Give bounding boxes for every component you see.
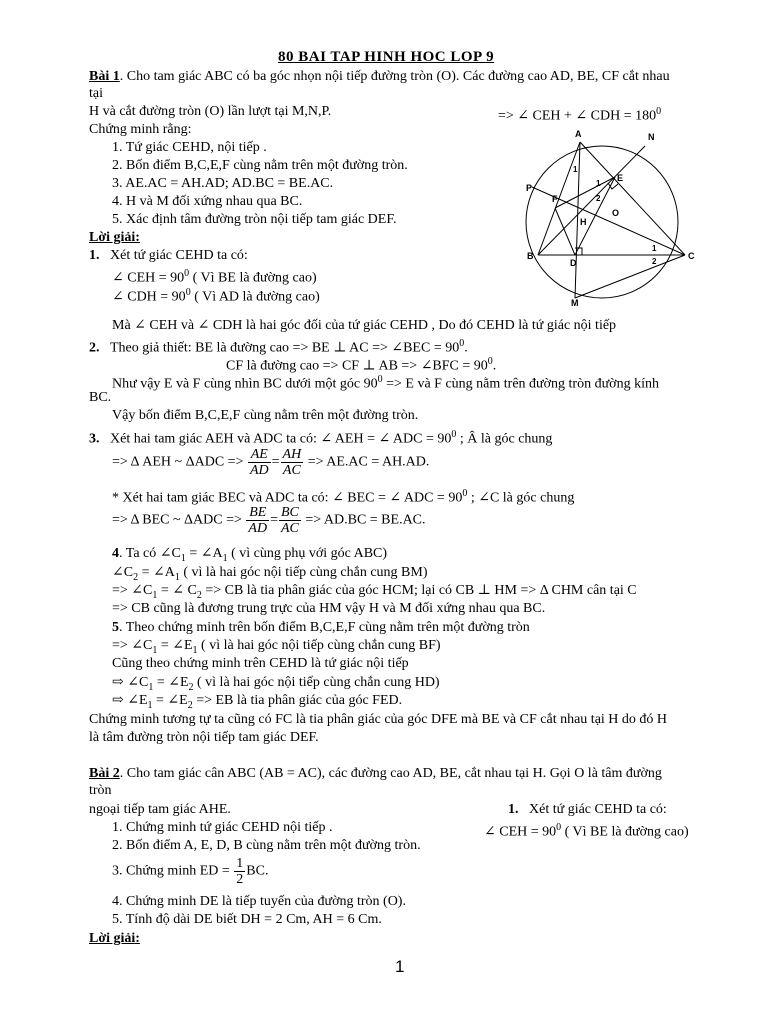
frac-num: BC [280,505,299,520]
label-a: A [575,129,582,139]
frac-den: AD [248,521,268,536]
label-angle-e1: 1 [596,179,601,188]
sol3-b-tail: => AE.AC = AH.AD. [304,454,430,470]
fraction [234,856,245,887]
segment-de [575,177,615,255]
sol1-c: Mà ∠ CEH và ∠ CDH là hai góc đối của tứ giác CEHD , Do đó CEHD là tứ giác nội tiếp [112,318,617,333]
bai2-item-5: 5. Tính độ dài DE biết DH = 2 Cm, AH = 6 Cm. [112,912,382,927]
bai2-item3-tail: BC. [246,863,269,879]
sol5-f: Chứng minh tương tự ta cũng có FC là tia phân giác của góc DFE mà BE và CF cắt nhau tại H do đó H [89,712,668,727]
sol1-head [89,247,248,264]
frac-num: AE [248,447,271,463]
page-number: 1 [395,957,405,976]
sol4-c-text: => ∠C [112,583,153,598]
degree-sup: 0 [462,488,468,499]
sol4-number: 4 [112,546,119,561]
bai1-side-note [498,103,661,125]
bai2-intro2: ngoại tiếp tam giác AHE. [89,802,231,817]
degree-sup: 0 [377,374,383,385]
subscript: 1 [180,552,186,564]
sol4-c-eq: = ∠ C [157,583,197,598]
subscript: 1 [152,589,158,601]
sol3-a-tail: ; Â là góc chung [456,431,553,447]
sol2-c-tail: => E và F cùng nằm trên đường tròn đường kính [382,376,659,392]
bai2-item3-text: 3. Chứng minh ED = [112,863,230,879]
segment-mc [575,255,685,298]
degree-sup: 0 [487,356,493,367]
sol1-a-reason: ( Vì BE là đường cao) [189,270,317,286]
bai2-side-2 [484,819,689,841]
geometry-figure [520,128,715,308]
degree-sup: 0 [656,106,662,117]
label-b: B [527,251,534,261]
degree-sup: 0 [185,287,191,298]
sol1-number: 1. [89,248,100,263]
subscript: 2 [188,681,194,693]
label-h: H [580,217,587,227]
sol5-b-text: => ∠C [112,638,153,653]
sol5-e-eq: = ∠E [152,693,188,708]
frac-num: AH [282,447,302,462]
sol3-c-text: * Xét hai tam giác BEC và ADC ta có: ∠ BEC = ∠ ADC = 90 [112,490,463,506]
degree-sup: 0 [556,822,562,833]
label-d: D [570,258,577,268]
bai2-side-number: 1. [508,802,519,817]
sol2-a-text: Theo giả thiết: BE là đường cao => BE ⊥ AC => ∠BEC = 90 [110,340,460,356]
bai1-item-3: 3. AE.AC = AH.AD; AD.BC = BE.AC. [112,176,334,191]
sol2-d: BC. [89,390,112,405]
bai2-side2-text: ∠ CEH = 90 [484,824,557,840]
sol2-a: 2. Theo giả thiết: BE là đường cao => BE ⊥ AC => ∠BEC = $90^0$. [89,338,468,356]
fraction [246,505,269,536]
sol3-a-text: Xét hai tam giác AEH và ADC ta có: ∠ AEH = ∠ ADC = 90 [110,431,452,447]
bai2-side-1 [508,801,667,818]
sol5-number: 5 [112,620,119,635]
bai2-item-4: 4. Chứng minh DE là tiếp tuyến của đường tròn (O). [112,894,406,909]
bai2-label: Bài 2 [89,766,120,781]
sol5-e-tail: => EB là tia phân giác của góc FED. [192,693,403,708]
degree-sup: 0 [451,429,457,440]
bai2-solution-label: Lời giải: [89,931,140,946]
subscript: 1 [148,681,154,693]
fraction [281,447,304,478]
sol2-c [112,371,659,393]
sol4-a-text: . Ta có ∠C [119,546,181,561]
frac-den: AC [282,463,301,478]
subscript: 2 [187,699,193,711]
segment-fd [555,208,575,255]
subscript: 1 [147,699,153,711]
sol4-b-eq: = ∠A [138,565,175,580]
fraction [279,505,301,536]
label-angle-e2: 2 [596,194,601,203]
sol3-b: => Δ AEH ~ ΔADC => $\frac{AE}{AD}$ = $\frac{AH}{AC}$ => AE.AC = AH.AD. [112,447,430,478]
sol4-d: => CB cũng là đương trung trực của HM vậy H và M đối xứng nhau qua BC. [112,601,546,616]
sol5-b-reason: ( vì là hai góc nội tiếp cùng chắn cung BF) [197,638,441,653]
label-e: E [617,173,624,183]
bai1-intro [89,68,670,85]
degree-sup: 0 [459,338,465,349]
bai2-item-2: 2. Bốn điểm A, E, D, B cùng nằm trên một đường tròn. [112,838,421,853]
subscript: 2 [196,589,202,601]
label-angle-c2: 2 [652,257,657,266]
bai1-label: Bài 1 [89,69,120,84]
label-c: C [688,251,695,261]
bai2-side-text: Xét tứ giác CEHD ta có: [529,802,667,817]
sol2-c-text: Như vậy E và F cùng nhìn BC dưới một góc 90 [112,376,378,392]
sol2-number: 2. [89,340,100,356]
sol3-d-tail: => AD.BC = BE.AC. [301,512,426,528]
frac-den: AC [280,521,299,536]
label-f: F [552,194,558,204]
label-m: M [571,298,579,308]
label-o: O [612,208,620,218]
sol1-b-reason: ( Vì AD là đường cao) [190,289,320,305]
label-angle-c1: 1 [652,244,657,253]
sol4-b-reason: ( vì là hai góc nội tiếp cùng chắn cung BM) [179,565,428,580]
sol5-d-eq: = ∠E [153,675,189,690]
sol4-a-reason: ( vì cùng phụ với góc ABC) [227,546,388,561]
bai1-intro-cont: tại [89,86,103,101]
sol5-g: là tâm đường tròn nội tiếp tam giác DEF. [89,730,319,745]
frac-num: 1 [236,856,244,871]
subscript: 1 [192,644,198,656]
bai2-item-3 [112,856,268,887]
bai2-side2-reason: ( Vì BE là đường cao) [561,824,689,840]
frac-den: AD [249,463,269,478]
subscript: 1 [222,552,228,564]
fraction [248,447,271,478]
bai2-intro-cont: tròn [89,783,112,798]
sol5-d-text: ⇨ ∠C [112,675,149,690]
sol2-b: CF là đường cao => CF ⊥ AB => ∠BFC = $90^0$. [226,356,497,374]
bai1-item-2: 2. Bốn điểm B,C,E,F cùng nằm trên một đường tròn. [112,158,408,173]
sol5-b-eq: = ∠E [157,638,193,653]
document-title: 80 BAI TAP HINH HOC LOP 9 [278,49,495,65]
sol5-a-text: . Theo chứng minh trên bốn điểm B,C,E,F cùng nằm trên một đường tròn [119,620,530,635]
sol1-a-text: ∠ CEH = 90 [112,270,185,286]
bai2-intro-text: . Cho tam giác cân ABC (AB = AC), các đường cao AD, BE, cắt nhau tại H. Gọi O là tâm đường [119,766,662,781]
sol3-a [89,426,552,448]
sol3-number: 3. [89,431,100,447]
segment-fe [555,177,615,208]
bai1-intro2: H và cắt đường tròn (O) lần lượt tại M,N,P. [89,104,332,119]
sol2-e: Vậy bốn điểm B,C,E,F cùng nằm trên một đường tròn. [112,408,419,423]
bai1-item-5: 5. Xác định tâm đường tròn nội tiếp tam giác DEF. [112,212,397,227]
sol3-c-tail: ; ∠C là góc chung [467,490,575,506]
sol4-b-text: ∠C [112,565,134,580]
sol5-c: Cũng theo chứng minh trên CEHD là tứ giác nội tiếp [112,656,409,671]
bai1-item-4: 4. H và M đối xứng nhau qua BC. [112,194,303,209]
bai1-prove: Chứng minh rằng: [89,122,192,137]
sol3-c [112,485,574,507]
bai2-intro [89,765,662,782]
bai1-solution-label: Lời giải: [89,230,140,245]
bai2-item-1: 1. Chứng minh tứ giác CEHD nội tiếp . [112,820,333,835]
sol1-text: Xét tứ giác CEHD ta có: [110,248,248,263]
subscript: 1 [152,644,158,656]
degree-sup: 0 [184,268,190,279]
sol1-b-text: ∠ CDH = 90 [112,289,186,305]
sol5-d-reason: ( vì là hai góc nội tiếp cùng chắn cung HD) [193,675,440,690]
bai1-item-1: 1. Tứ giác CEHD, nội tiếp . [112,140,267,155]
subscript: 2 [133,571,139,583]
sol3-b-text: => Δ AEH ~ ΔADC => [112,454,244,470]
label-n: N [648,132,655,142]
circle-o [526,146,678,298]
sol5-a [112,619,530,636]
sol4-a-eq: = ∠A [185,546,223,561]
side-note-text: => ∠ CEH + ∠ CDH = 180 [498,108,657,124]
sol4-c-tail: => CB là tia phân giác của góc HCM; lại có CB ⊥ HM => Δ CHM cân tại C [201,583,637,598]
frac-num: BE [246,505,269,521]
sol2-b-text: CF là đường cao => CF ⊥ AB => ∠BFC = 90 [226,358,488,374]
bai1-intro-text: . Cho tam giác ABC có ba góc nhọn nội tiếp đường tròn (O). Các đường cao AD, BE, CF cắt nhau [119,69,670,84]
label-angle-a1: 1 [573,165,578,174]
frac-den: 2 [236,872,244,887]
sol3-d: => Δ BEC ~ ΔADC => $\frac{BE}{AD}$ = $\frac{BC}{AC}$ => AD.BC = BE.AC. [112,505,426,536]
sol5-e-text: ⇨ ∠E [112,693,148,708]
subscript: 1 [174,571,180,583]
label-p: P [526,183,533,193]
sol1-b [112,284,320,306]
sol3-d-text: => Δ BEC ~ ΔADC => [112,512,242,528]
